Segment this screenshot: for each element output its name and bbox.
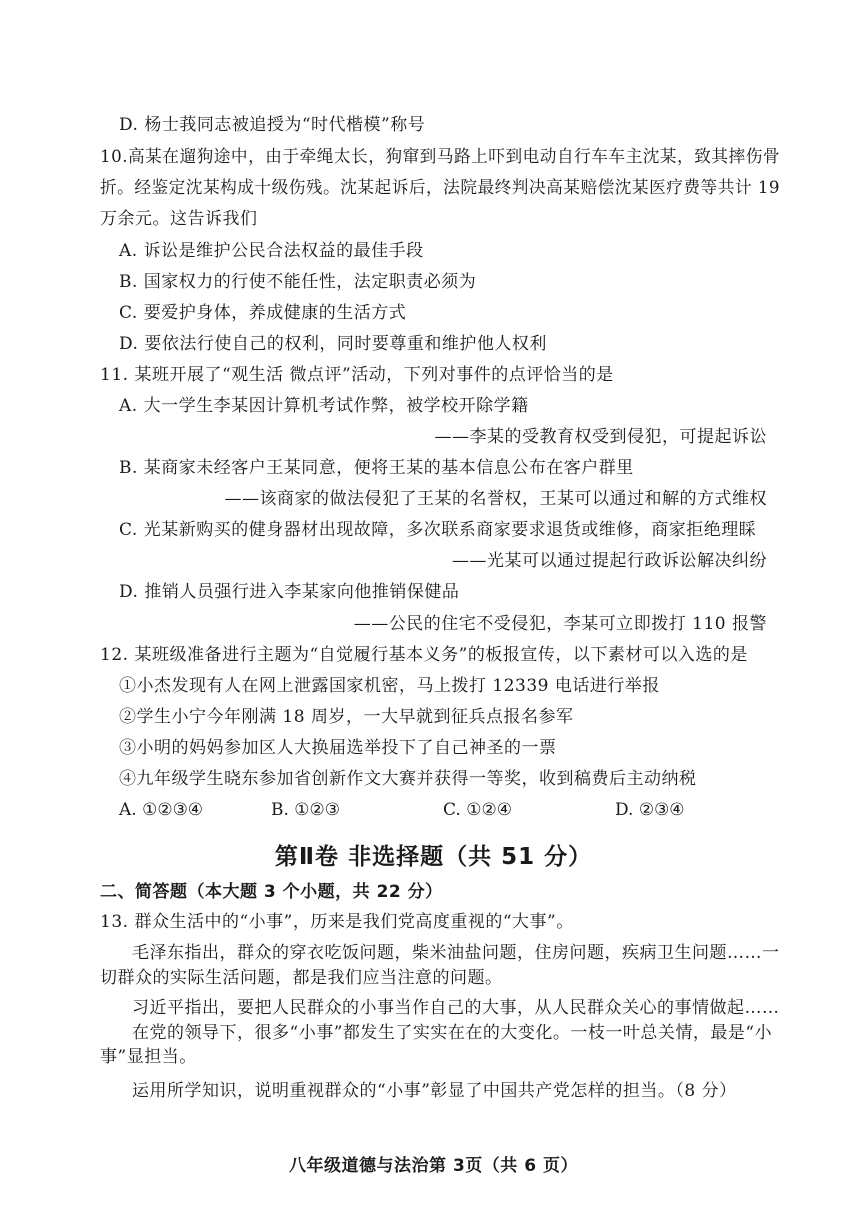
q12-option-a: A. ①②③④ [119,800,204,820]
q13-paragraph-1-line-2: 切群众的实际生活问题，都是我们应当注意的问题。 [100,968,503,988]
q13-paragraph-3-line-1: 在党的领导下，很多“小事”都发生了实实在在的大变化。一枝一叶总关情，最是“小 [132,1023,773,1043]
q12-stem: 12. 某班级准备进行主题为“自觉履行基本义务”的板报宣传，以下素材可以入选的是 [100,645,748,665]
q10-stem-line-2: 折。经鉴定沈某构成十级伤残。沈某起诉后，法院最终判决高某赔偿沈某医疗费等共计 19 [100,178,781,198]
q11-stem: 11. 某班开展了“观生活 微点评”活动，下列对事件的点评恰当的是 [100,365,614,385]
q10-stem-line-1: 10.高某在遛狗途中，由于牵绳太长，狗窜到马路上吓到电动自行车车主沈某，致其摔伤骨 [100,147,781,167]
q11-comment-d: ——公民的住宅不受侵犯，李某可立即拨打 110 报警 [353,614,767,634]
part-2-title: 第Ⅱ卷 非选择题（共 51 分） [274,844,593,870]
q11-comment-c: ——光某可以通过提起行政诉讼解决纠纷 [452,551,767,571]
q12-option-c: C. ①②④ [443,800,512,820]
section-2-heading: 二、简答题（本大题 3 个小题，共 22 分） [100,882,443,902]
q13-paragraph-3-line-2: 事”显担当。 [100,1047,197,1067]
q12-option-d: D. ②③④ [615,800,685,820]
q12-item-2: ②学生小宁今年刚满 18 周岁，一大早就到征兵点报名参军 [119,707,574,727]
q11-comment-a: ——李某的受教育权受到侵犯，可提起诉讼 [434,427,767,447]
q12-item-3: ③小明的妈妈参加区人大换届选举投下了自己神圣的一票 [119,738,557,758]
q10-option-a: A. 诉讼是维护公民合法权益的最佳手段 [119,241,424,261]
q12-item-1: ①小杰发现有人在网上泄露国家机密，马上拨打 12339 电话进行举报 [119,676,660,696]
q13-paragraph-2: 习近平指出，要把人民群众的小事当作自己的大事，从人民群众关心的事情做起…… [132,998,780,1018]
q11-option-b: B. 某商家未经客户王某同意，便将王某的基本信息公布在客户群里 [119,458,634,478]
q13-task: 运用所学知识，说明重视群众的“小事”彰显了中国共产党怎样的担当。（8 分） [132,1081,737,1101]
q9-option-d: D. 杨士莪同志被追授为“时代楷模”称号 [119,115,426,135]
q13-stem: 13. 群众生活中的“小事”，历来是我们党高度重视的“大事”。 [100,912,574,932]
q10-option-b: B. 国家权力的行使不能任性，法定职责必须为 [119,272,477,292]
q11-option-a: A. 大一学生李某因计算机考试作弊，被学校开除学籍 [119,396,529,416]
page-footer: 八年级道德与法治第 3页（共 6 页） [289,1156,578,1176]
q13-paragraph-1-line-1: 毛泽东指出，群众的穿衣吃饭问题，柴米油盐问题，住房问题，疾病卫生问题……一 [132,943,780,963]
q11-comment-b: ——该商家的做法侵犯了王某的名誉权，王某可以通过和解的方式维权 [224,489,767,509]
q11-option-d: D. 推销人员强行进入李某家向他推销保健品 [119,582,460,602]
q11-option-c: C. 光某新购买的健身器材出现故障，多次联系商家要求退货或维修，商家拒绝理睬 [119,520,757,540]
q10-option-c: C. 要爱护身体，养成健康的生活方式 [119,303,407,323]
q10-stem-line-3: 万余元。这告诉我们 [100,209,258,229]
q12-item-4: ④九年级学生晓东参加省创新作文大赛并获得一等奖，收到稿费后主动纳税 [119,769,697,789]
q10-option-d: D. 要依法行使自己的权利，同时要尊重和维护他人权利 [119,334,547,354]
q12-option-b: B. ①②③ [271,800,341,820]
